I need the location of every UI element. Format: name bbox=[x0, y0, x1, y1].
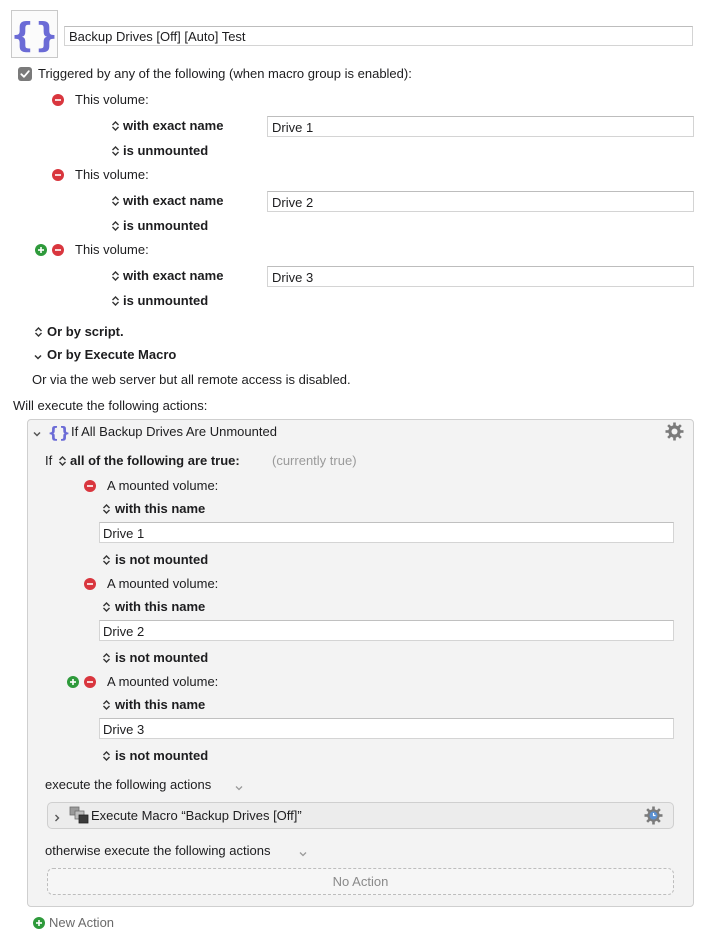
checkmark-icon bbox=[18, 67, 32, 81]
trigger-3-name-condition[interactable]: with exact name bbox=[123, 268, 224, 283]
condition-3-name-value: Drive 3 bbox=[103, 722, 145, 737]
triggered-label: Triggered by any of the following (when macro group is enabled): bbox=[38, 66, 412, 81]
macro-name-field[interactable] bbox=[64, 26, 693, 46]
condition-mode[interactable]: all of the following are true: bbox=[70, 453, 240, 468]
or-by-execute-macro[interactable]: Or by Execute Macro bbox=[47, 347, 177, 362]
remove-condition-3-icon[interactable] bbox=[84, 676, 96, 688]
remove-trigger-3-icon[interactable] bbox=[52, 244, 64, 256]
macro-name-text: Backup Drives [Off] [Auto] Test bbox=[69, 29, 246, 44]
remove-condition-2-icon[interactable] bbox=[84, 578, 96, 590]
updown-icon[interactable] bbox=[34, 326, 43, 341]
condition-3-label: A mounted volume: bbox=[107, 674, 219, 689]
trigger-3-label: This volume: bbox=[75, 242, 149, 257]
gear-clock-icon[interactable] bbox=[643, 805, 664, 829]
trigger-2-name-field[interactable] bbox=[267, 191, 694, 212]
actions-heading: Will execute the following actions: bbox=[13, 398, 208, 413]
curly-braces-icon bbox=[49, 423, 69, 444]
condition-2-name-condition[interactable]: with this name bbox=[115, 599, 206, 614]
condition-2-name-value: Drive 2 bbox=[103, 624, 145, 639]
add-trigger-icon[interactable] bbox=[35, 244, 47, 256]
svg-text:{}: {} bbox=[47, 423, 71, 442]
new-action-button[interactable]: New Action bbox=[49, 915, 115, 930]
add-condition-icon[interactable] bbox=[67, 676, 79, 688]
updown-icon[interactable] bbox=[102, 699, 111, 714]
updown-icon[interactable] bbox=[111, 145, 120, 160]
updown-icon[interactable] bbox=[111, 120, 120, 135]
condition-1-name-value: Drive 1 bbox=[103, 526, 145, 541]
condition-1-name-condition[interactable]: with this name bbox=[115, 501, 206, 516]
trigger-2-label: This volume: bbox=[75, 167, 149, 182]
condition-2-state[interactable]: is not mounted bbox=[115, 650, 209, 665]
svg-text:{}: {} bbox=[10, 16, 59, 56]
updown-icon[interactable] bbox=[102, 601, 111, 616]
trigger-3-name-value: Drive 3 bbox=[272, 270, 314, 285]
updown-icon[interactable] bbox=[102, 652, 111, 667]
condition-status: (currently true) bbox=[272, 453, 357, 468]
trigger-2-name-value: Drive 2 bbox=[272, 195, 314, 210]
condition-3-state[interactable]: is not mounted bbox=[115, 748, 209, 763]
gear-icon[interactable] bbox=[664, 421, 685, 445]
triggered-checkbox[interactable] bbox=[18, 67, 32, 81]
trigger-2-state[interactable]: is unmounted bbox=[123, 218, 209, 233]
remove-trigger-1-icon[interactable] bbox=[52, 94, 64, 106]
if-action-title: If All Backup Drives Are Unmounted bbox=[71, 424, 277, 439]
chevron-right-icon[interactable] bbox=[52, 811, 62, 826]
else-label: otherwise execute the following actions bbox=[45, 843, 271, 858]
chevron-down-icon[interactable] bbox=[234, 781, 244, 796]
trigger-2-name-condition[interactable]: with exact name bbox=[123, 193, 224, 208]
condition-2-label: A mounted volume: bbox=[107, 576, 219, 591]
trigger-3-name-field[interactable] bbox=[267, 266, 694, 287]
trigger-1-name-value: Drive 1 bbox=[272, 120, 314, 135]
remove-trigger-2-icon[interactable] bbox=[52, 169, 64, 181]
macro-icon[interactable] bbox=[11, 10, 58, 58]
or-by-script[interactable]: Or by script. bbox=[47, 324, 124, 339]
condition-3-name-condition[interactable]: with this name bbox=[115, 697, 206, 712]
updown-icon[interactable] bbox=[102, 554, 111, 569]
condition-2-name-field[interactable] bbox=[99, 620, 674, 641]
new-action-plus-icon[interactable] bbox=[33, 917, 45, 929]
execute-macro-icon bbox=[69, 806, 89, 827]
updown-icon[interactable] bbox=[111, 195, 120, 210]
no-action-placeholder[interactable]: No Action bbox=[47, 868, 674, 895]
execute-macro-label: Execute Macro “Backup Drives [Off]” bbox=[91, 808, 302, 823]
curly-braces-icon bbox=[12, 11, 57, 57]
remove-condition-1-icon[interactable] bbox=[84, 480, 96, 492]
web-server-note: Or via the web server but all remote access is disabled. bbox=[32, 372, 351, 387]
updown-icon[interactable] bbox=[111, 220, 120, 235]
if-word: If bbox=[45, 453, 53, 468]
trigger-3-state[interactable]: is unmounted bbox=[123, 293, 209, 308]
chevron-down-icon[interactable] bbox=[32, 427, 42, 442]
chevron-down-icon[interactable] bbox=[298, 847, 308, 862]
condition-1-name-field[interactable] bbox=[99, 522, 674, 543]
trigger-1-label: This volume: bbox=[75, 92, 149, 107]
updown-icon[interactable] bbox=[111, 270, 120, 285]
updown-icon[interactable] bbox=[102, 503, 111, 518]
trigger-1-state[interactable]: is unmounted bbox=[123, 143, 209, 158]
updown-icon[interactable] bbox=[102, 750, 111, 765]
trigger-1-name-condition[interactable]: with exact name bbox=[123, 118, 224, 133]
updown-icon[interactable] bbox=[58, 455, 67, 470]
condition-1-label: A mounted volume: bbox=[107, 478, 219, 493]
trigger-1-name-field[interactable] bbox=[267, 116, 694, 137]
condition-1-state[interactable]: is not mounted bbox=[115, 552, 209, 567]
updown-icon[interactable] bbox=[111, 295, 120, 310]
condition-3-name-field[interactable] bbox=[99, 718, 674, 739]
then-label: execute the following actions bbox=[45, 777, 212, 792]
chevron-down-icon[interactable] bbox=[33, 350, 43, 365]
